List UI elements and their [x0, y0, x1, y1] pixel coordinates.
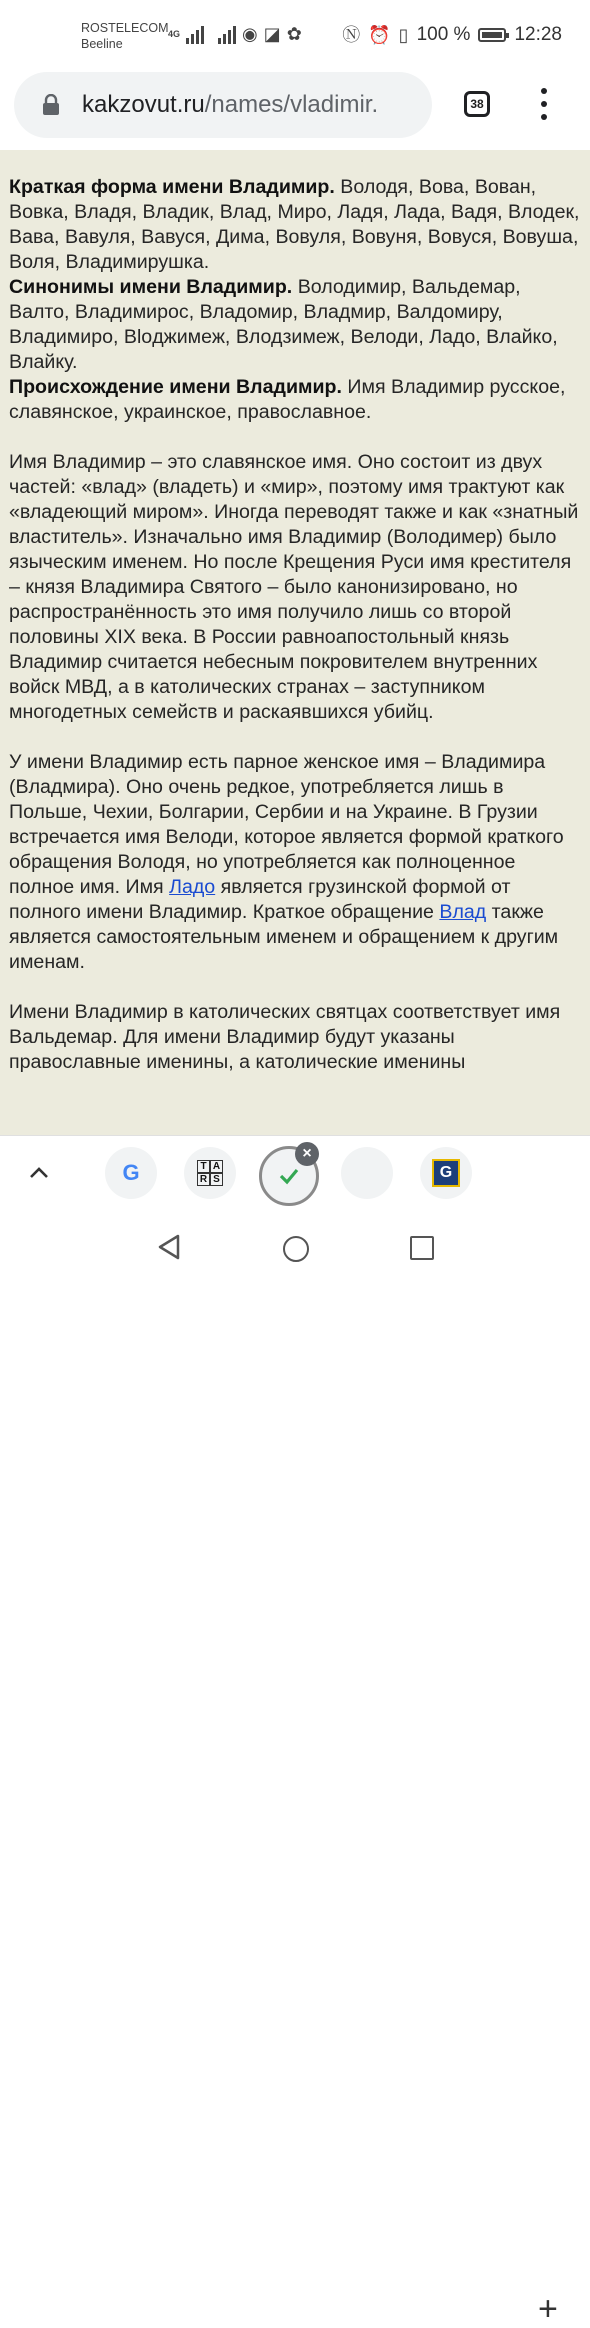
vibrate-icon: ▯	[398, 25, 409, 45]
article	[9, 175, 584, 1075]
tars-icon: T A R S	[197, 1160, 223, 1186]
vlad-link[interactable]: Влад	[439, 901, 487, 923]
recents-icon[interactable]	[410, 1236, 434, 1260]
tab-tars[interactable]	[184, 1147, 236, 1199]
g-app-icon: G	[432, 1159, 460, 1187]
name-summary-paragraph	[9, 175, 584, 425]
lock-icon	[42, 94, 60, 116]
sync-icon: ◪	[263, 24, 281, 44]
status-bar	[0, 0, 590, 74]
carrier-names	[81, 20, 169, 52]
google-icon: G	[122, 1160, 140, 1185]
short-form-label: Краткая форма имени Владимир.	[9, 176, 335, 198]
url-path: /names/vladimir.	[204, 91, 379, 118]
tabs-switcher-button[interactable]: 38	[464, 91, 490, 117]
new-tab-icon[interactable]: +	[538, 2290, 558, 2328]
app-icon: ✿	[286, 24, 302, 44]
back-icon[interactable]	[156, 1233, 182, 1261]
hotspot-icon: ◉	[242, 24, 258, 44]
status-icons-right	[342, 24, 562, 46]
alarm-icon: ⏰	[368, 25, 391, 45]
short-form-text: Володя, Вова, Вован, Вовка, Владя, Владик, Влад, Миро, Ладя, Лада, Вадя, Влодек, Вава, Вавуля, Вавуся, Дима, Вовуля, Вовуня, Вовуся, Вовуша, Воля, Владимирушка.	[9, 176, 580, 273]
text-part: У имени Владимир есть парное женское имя – Владимира (Владмира). Оно очень редкое, употребляется лишь в Польше, Чехии, Болгарии, Сербии и на Украине. В Грузии встречается имя Велоди, которое является формой краткого обращения Володя, но употребляется как полноценное полное имя. Имя	[9, 751, 564, 898]
tab-g[interactable]	[420, 1147, 472, 1199]
check-icon	[278, 1165, 300, 1187]
female-name-paragraph	[9, 750, 584, 975]
tab-blank[interactable]	[341, 1147, 393, 1199]
url-domain: kakzovut.ru	[82, 91, 205, 118]
menu-icon[interactable]	[536, 88, 552, 120]
carrier-1: ROSTELECOM	[81, 21, 169, 35]
battery-icon	[478, 28, 506, 42]
synonyms-label: Синонимы имени Владимир.	[9, 276, 293, 298]
page-content	[0, 150, 590, 1135]
signal-icon-2	[218, 24, 236, 44]
address-bar[interactable]	[14, 72, 432, 138]
close-tab-icon[interactable]: ×	[295, 1142, 319, 1166]
tab-google[interactable]	[105, 1147, 157, 1199]
chevron-up-icon[interactable]	[27, 1161, 51, 1185]
url-text[interactable]	[82, 90, 378, 120]
history-paragraph: Имя Владимир – это славянское имя. Оно состоит из двух частей: «влад» (владеть) и «мир», поэтому имя трактуют как «владеющий миром». Иногда переводят также и как «знатный властитель». Изначально имя Владимир (Володимер) было языческим именем. Но после Крещения Руси имя крестителя – князя Владимира Святого – было канонизировано, но распространённость это имя получило лишь со второй половины XIX века. В России равноапостольный князь Владимир считается небесным покровителем внутренних войск МВД, а в католических странах – заступником многодетных семейств и раскаявшихся убийц.	[9, 451, 579, 723]
lado-link[interactable]: Ладо	[169, 876, 216, 898]
synonyms-text: Володимир, Вальдемар, Валто, Владимирос, Владомир, Влaдмир, Валдомиру, Владимиро, Вloджимеж, Влодзимеж, Велоди, Ладо, Влайко, Влайку.	[9, 276, 558, 373]
signal-icon-1	[186, 24, 204, 44]
status-icons-left	[168, 24, 302, 44]
name-day-paragraph: Имени Владимир в католических святцах соответствует имя Вальдемар. Для имени Владимир будут указаны православные именины, а католические именины	[9, 1001, 561, 1073]
text-part: является грузинской формой от полного имени Владимир. Краткое обращение	[9, 876, 511, 923]
carrier-2: Beeline	[81, 37, 123, 51]
home-icon[interactable]	[283, 1236, 309, 1262]
system-nav-bar	[0, 1215, 590, 1280]
nfc-icon: Ⓝ	[342, 25, 361, 45]
clock: 12:28	[514, 24, 562, 45]
text-part: также является самостоятельным именем и обращением к другим именам.	[9, 901, 559, 973]
4g-icon: 4G	[168, 29, 181, 39]
battery-percent: 100 %	[416, 24, 471, 45]
origin-text: Имя Владимир русское, славянское, украинское, православное.	[9, 376, 566, 423]
origin-label: Происхождение имени Владимир.	[9, 376, 342, 398]
